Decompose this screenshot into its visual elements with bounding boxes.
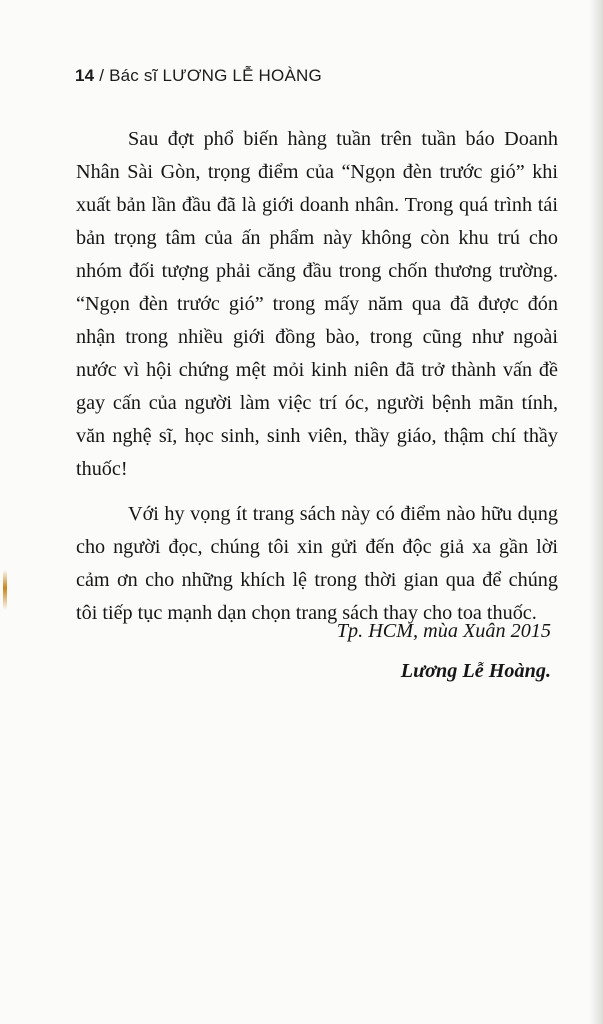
body-text	[76, 123, 558, 642]
paragraph-1: Sau đợt phổ biến hàng tuần trên tuần báo Doanh Nhân Sài Gòn, trọng điểm của “Ngọn đèn trước gió” khi xuất bản lần đầu đã là giới doanh nhân. Trong quá trình tái bản trọng tâm của ấn phẩm này không còn khu trú cho nhóm đối tượng phải căng đầu trong chốn thương trường. “Ngọn đèn trước gió” trong mấy năm qua đã được đón nhận trong nhiều giới đồng bào, trong cũng như ngoài nước vì hội chứng mệt mỏi kinh niên đã trở thành vấn đề gay cấn của người làm việc trí óc, người bệnh mãn tính, văn nghệ sĩ, học sinh, sinh viên, thầy giáo, thậm chí thầy thuốc!	[76, 128, 558, 480]
author-signature: Lương Lễ Hoàng.	[400, 660, 551, 682]
page-edge-shadow	[589, 0, 603, 1024]
running-header	[75, 66, 322, 86]
running-title: Bác sĩ LƯƠNG LỄ HOÀNG	[109, 66, 322, 85]
header-separator: /	[94, 66, 110, 85]
place-date: Tp. HCM, mùa Xuân 2015	[336, 620, 551, 642]
page-edge-mark	[3, 570, 7, 610]
paragraph-2: Với hy vọng ít trang sách này có điểm nào hữu dụng cho người đọc, chúng tôi xin gửi đến độc giả xa gần lời cảm ơn cho những khích lệ trong thời gian qua để chúng tôi tiếp tục mạnh dạn chọn trang sách thay cho toa thuốc.	[76, 503, 558, 624]
page-number: 14	[75, 66, 95, 85]
